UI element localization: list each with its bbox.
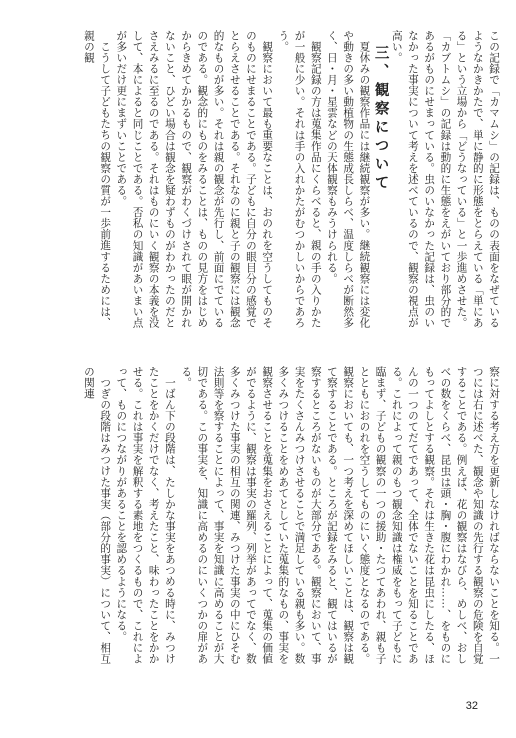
paragraph: こうして子どもたちの観察の質が一歩前進するためには、親の観 [82, 30, 112, 328]
lower-text-block [4, 366, 502, 672]
paragraph: 観察記録の方は蒐集作品にくらべると、親の手の入りかたが一般に少い。それは手の入れかたがむつかしいからであろう。 [277, 30, 322, 329]
paragraph: この記録で「カマムシ」の記録は、ものの表面をなぜているようなかきかたで、単に静的に形態をとらえている「単にある」という立場から「どうなっている」と一歩進めさせた。「カブトムシ」の記録は動的に生態をえがいており部分的であるがものにせまっている。虫のいなかった記録は、虫のいなかった事実について考えを述べているので、観察の視点が高い。 [390, 30, 500, 329]
paragraph: 夏休みの観察作品には継続観察が多い。継続観察には変化や動きの多い動植物の生態成長しらべ、温度しらべが断然多く、日・月・星雲などの天体観察もみうけられる。 [325, 30, 371, 329]
paragraph: 一ばん下の段階は、たしかな事実をあつめる時に、みつけたことをかくだけでなく、考えたこと、味わったことをかかせる。これは事実を解釈する素地をつくるもので、これによって、ものにつながりがあることを認めるようになる。 [115, 366, 176, 665]
page-number: 32 [465, 700, 478, 712]
paragraph: つぎの段階はみつけた事実（部分的事実）について、相互の関連 [82, 366, 112, 664]
paragraph: 察に対する考え方を更新しなければならないことを知る。一つには右に述べた、観念や知識の先行する観察の危険を自覚することである。例えば、花の観察はなびら、めしべ、おしべの数をくらべ、昆虫は頭・胸・腹にわかれ……、をものにもってよしとする観察。それは生きた花は昆虫にしたる、ほんの一つのてだてであって、全体でないことを知ることである。これによって親のもつ観念知識は権威をもって子どもに臨まず、子どもの観察の一つの援助・たつてあわれ、親も子とともにおのれを空うしてものにいく態度となるのである。観察においても、一つ考えを深めてほしいことは、観察は観て察することである。ところが記録をみると、観てはいるが察するところがないものが大部分である。観察において、事実をたくさんみつけさせることで満足している親も多い。数多くみつけることをめあてとしていた蒐集的なもの、事実を観察させることを蒐集をおさえることによって、蒐集の価値がでるように、観察は事実の羅列、列挙があってでなく、数多くみつけた事実の相互の関連、みつけた事実の中にひそむ法則等を察することによって、事実を知識に高めることが大切である。この事実を、知識に高めるのにいくつかの扉がある。 [180, 366, 500, 665]
section-heading: 三、観察について [372, 44, 390, 193]
upper-text-block [4, 30, 502, 330]
paragraph: 観察において最も重要なことは、おのれを空うしてものそのものにせまることである。子どもに自分の眼目分の感覚でとらえさせることである。それなのに親と子の観察には観念的なものが多い。それは親の観念が先行し、前面にでているのである。観念的にものをみることは、ものの見方をはじめからきめてかかるもので、観察がわくづけされて眼が開かれないこと、ひどい場合は観念を疑わずものがわかったのだとさえみるに至るのである。それはものにいく観察の本義を没して、本によると同じことである。否私の知識があいまい点が多いだけ更にまずいことである。 [115, 30, 274, 329]
